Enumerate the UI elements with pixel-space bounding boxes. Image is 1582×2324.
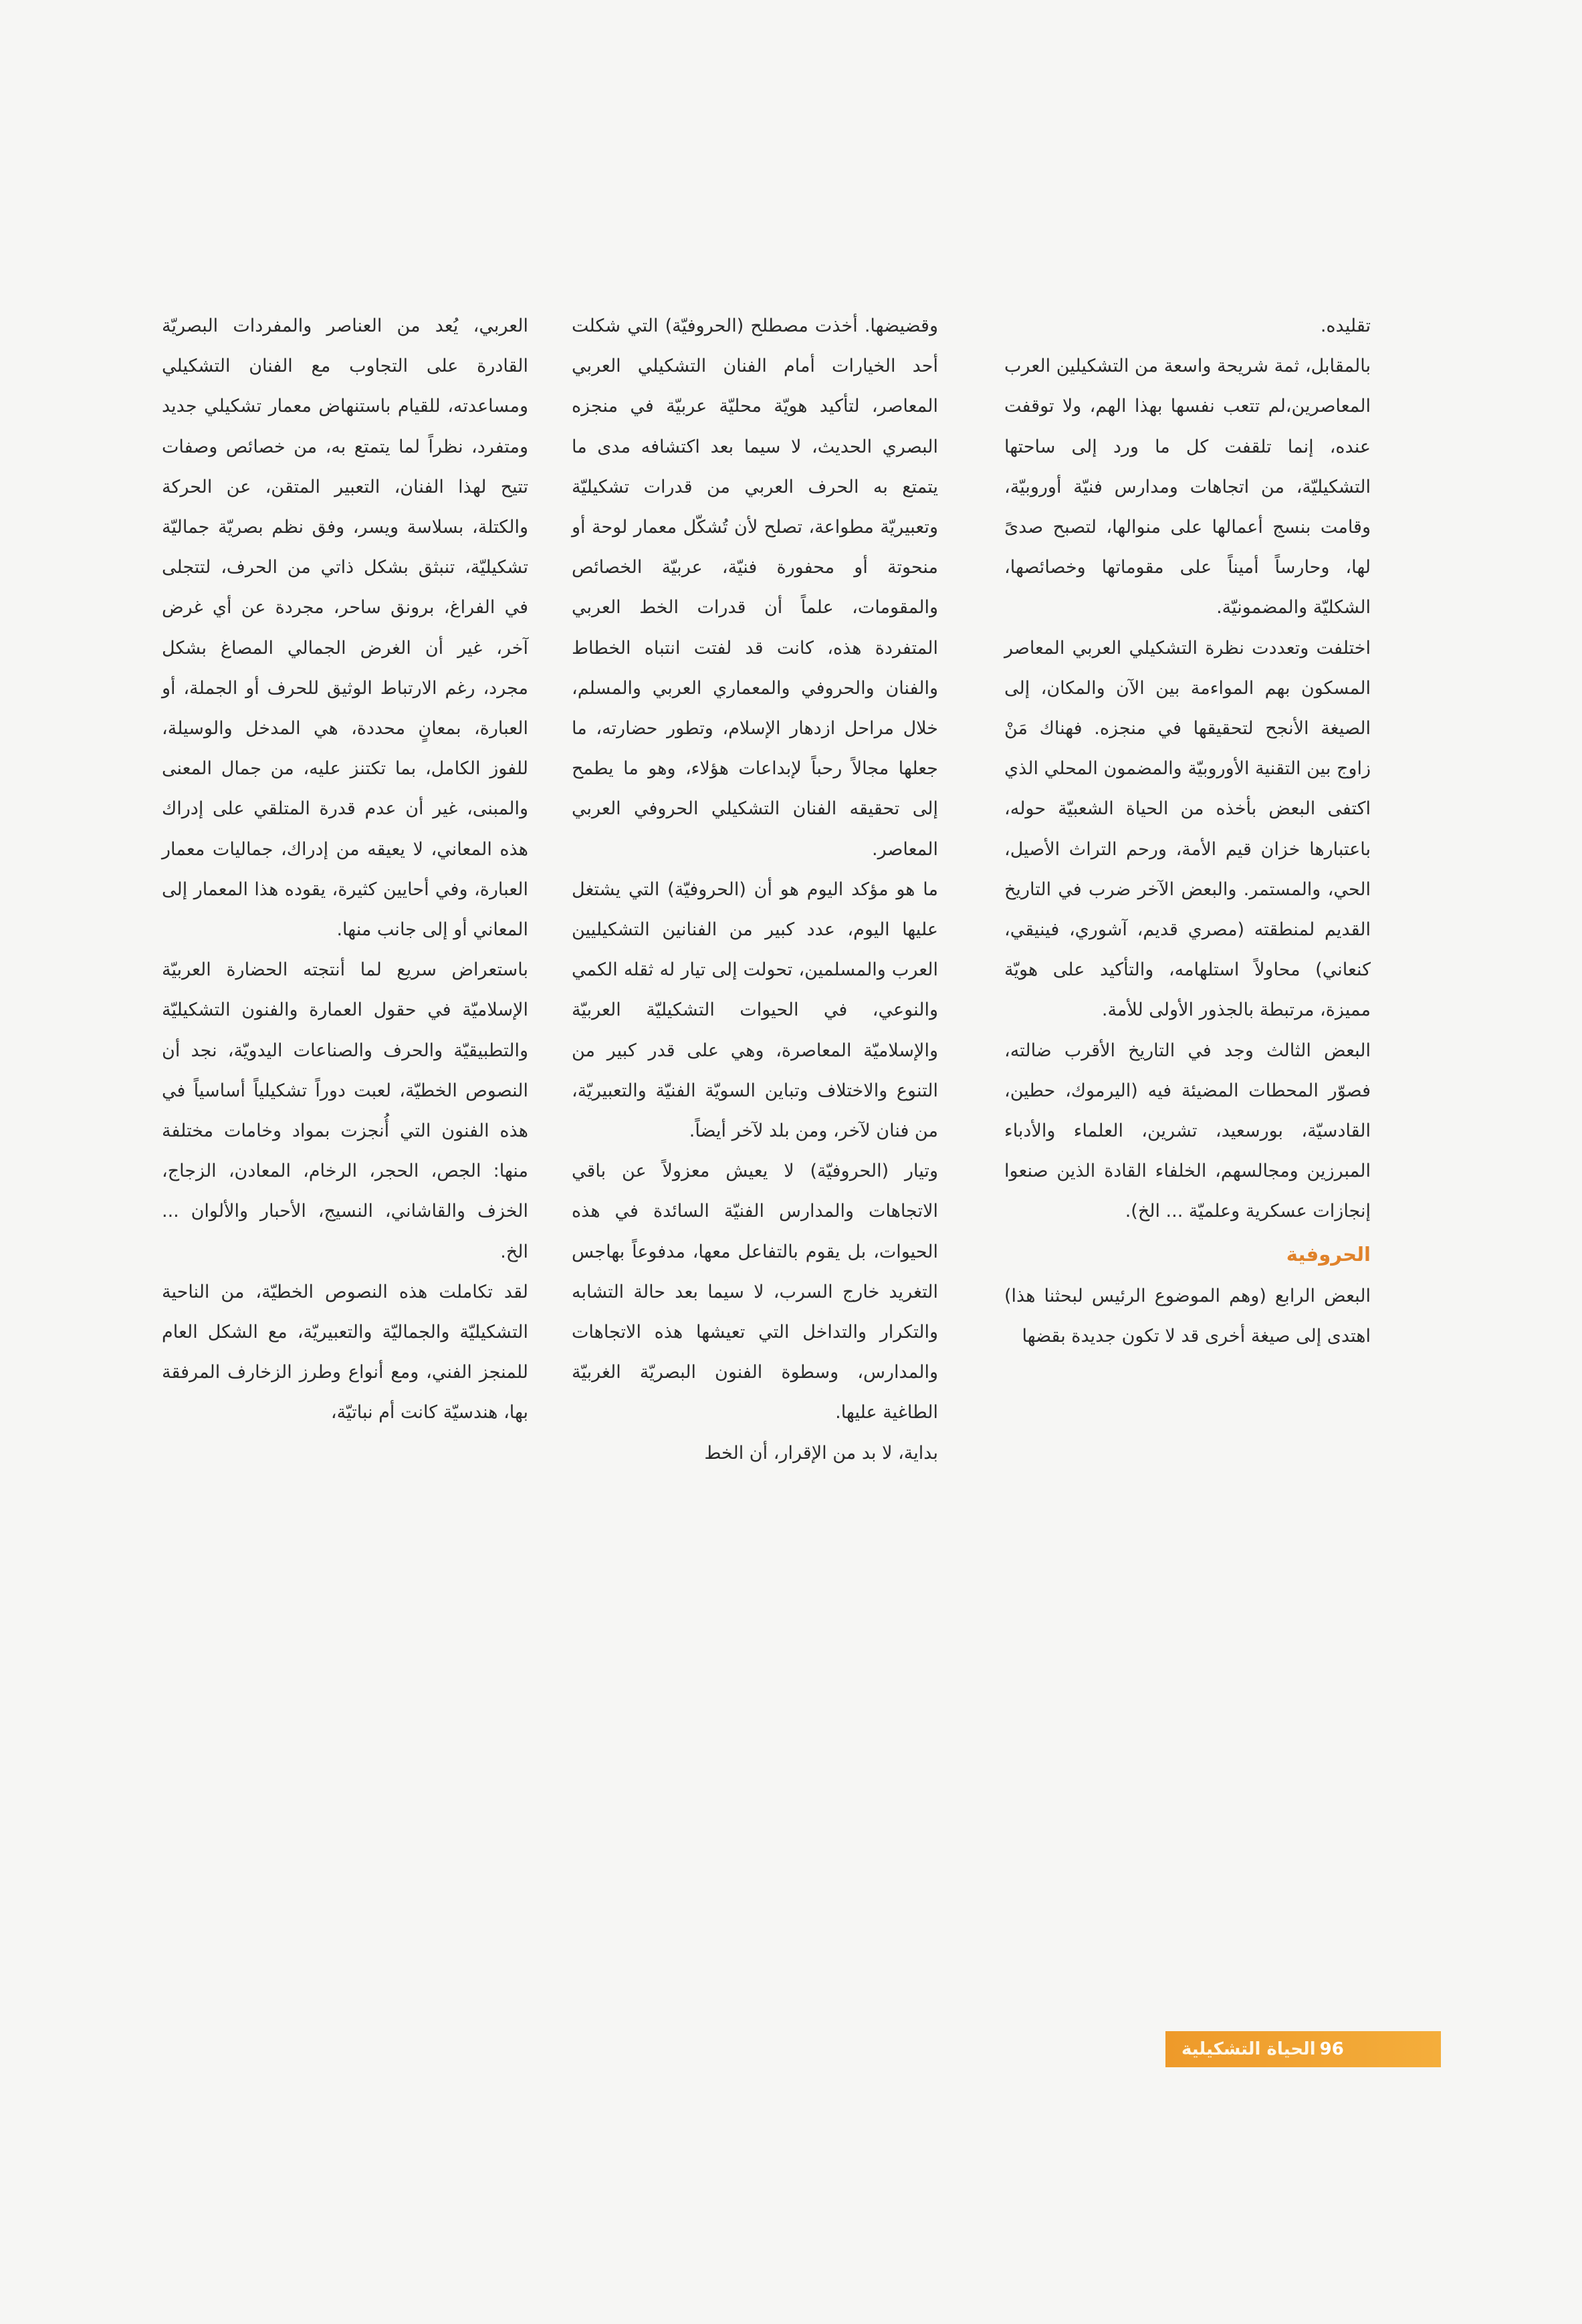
- text-column-left: [162, 306, 528, 1433]
- paragraph: ما هو مؤكد اليوم هو أن (الحروفيّة) التي يشتغل عليها اليوم، عدد كبير من الفنانين التشكيليين العرب والمسلمين، تحولت إلى تيار له ثقله الكمي والنوعي، في الحيوات التشكيليّة العربيّة والإسلاميّة المعاصرة، وهي على قدر كبير من التنوع والاختلاف وتباين السويّة الفنيّة والتعبيريّة، من فنان لآخر، ومن بلد لآخر أيضاً.: [572, 879, 938, 1142]
- text-column-right: [1004, 306, 1371, 1357]
- text-column-middle: [572, 306, 938, 1474]
- paragraph: بالمقابل، ثمة شريحة واسعة من التشكيلين العرب المعاصرين،لم تتعب نفسها بهذا الهم، ولا توقفت عنده، إنما تلقفت كل ما ورد إلى ساحتها التشكيليّة، من اتجاهات ومدارس فنيّة أوروبيّة، وقامت بنسج أعمالها على منوالها، لتصبح صدىً لها، وحارساً أميناً على مقوماتها وخصائصها، الشكليّة والمضمونيّة.: [1004, 356, 1371, 618]
- paragraph: العربي، يُعد من العناصر والمفردات البصريّة القادرة على التجاوب مع الفنان التشكيلي ومساعدته، للقيام باستنهاض معمار تشكيلي جديد ومتفرد، نظراً لما يتمتع به، من خصائص وصفات تتيح لهذا الفنان، التعبير المتقن، عن الحركة والكتلة، بسلاسة ويسر، وفق نظم بصريّة جماليّة تشكيليّة، تنبثق بشكل ذاتي من الحرف، لتتجلى في الفراغ، برونق ساحر، مجردة عن أي غرض آخر، غير أن الغرض الجمالي المصاغ بشكل مجرد، رغم الارتباط الوثيق للحرف أو الجملة، أو العبارة، بمعانٍ محددة، هي المدخل والوسيلة، للفوز الكامل، بما تكتنز عليه، من جمال المعنى والمبنى، غير أن عدم قدرة المتلقي على إدراك هذه المعاني، لا يعيقه من إدراك، جماليات معمار العبارة، وفي أحايين كثيرة، يقوده هذا المعمار إلى المعاني أو إلى جانب منها.: [162, 316, 528, 941]
- paragraph: لقد تكاملت هذه النصوص الخطيّة، من الناحية التشكيليّة والجماليّة والتعبيريّة، مع الشكل العام للمنجز الفني، ومع أنواع وطرز الزخارف المرفقة بها، هندسيّة كانت أم نباتيّة،: [162, 1281, 528, 1423]
- paragraph: البعض الثالث وجد في التاريخ الأقرب ضالته، فصوّر المحطات المضيئة فيه (اليرموك، حطين، القادسيّة، بورسعيد، تشرين، العلماء والأدباء المبرزين ومجالسهم، الخلفاء القادة الذين صنعوا إنجازات عسكرية وعلميّة ... الخ).: [1004, 1040, 1371, 1222]
- page-number: 96: [1319, 2039, 1344, 2059]
- paragraph: وقضيضها. أخذت مصطلح (الحروفيّة) التي شكلت أحد الخيارات أمام الفنان التشكيلي العربي المعاصر، لتأكيد هويّة محليّة عربيّة في منجزه البصري الحديث، لا سيما بعد اكتشافه مدى ما يتمتع به الحرف العربي من قدرات تشكيليّة وتعبيريّة مطواعة، تصلح لأن تُشكّل معمار لوحة أو منحوتة أو محفورة فنيّة، عربيّة الخصائص والمقومات، علماً أن قدرات الخط العربي المتفردة هذه، كانت قد لفتت انتباه الخطاط والفنان والحروفي والمعماري العربي والمسلم، خلال مراحل ازدهار الإسلام، وتطور حضارته، ما جعلها مجالاً رحباً لإبداعات هؤلاء، وهو ما يطمح إلى تحقيقه الفنان التشكيلي الحروفي العربي المعاصر.: [572, 316, 938, 860]
- paragraph: البعض الرابع (وهم الموضوع الرئيس لبحثنا هذا) اهتدى إلى صيغة أخرى قد لا تكون جديدة بقضها: [1004, 1285, 1371, 1347]
- paragraph: بداية، لا بد من الإقرار، أن الخط: [704, 1442, 938, 1464]
- paragraph: تقليده.: [1320, 316, 1371, 336]
- publication-title: الحياة التشكيلية: [1181, 2039, 1316, 2059]
- paragraph: باستعراض سريع لما أنتجته الحضارة العربيّة الإسلاميّة في حقول العمارة والفنون التشكيليّة والتطبيقيّة والحرف والصناعات اليدويّة، نجد أن النصوص الخطيّة، لعبت دوراً تشكيلياً أساسياً في هذه الفنون التي أُنجزت بمواد وخامات مختلفة منها: الجص، الحجر، الرخام، المعادن، الزجاج، الخزف والقاشاني، النسيج، الأحبار والألوان ... الخ.: [162, 959, 528, 1262]
- section-heading: الحروفية: [1286, 1242, 1371, 1266]
- page-footer-bar: [1165, 2031, 1441, 2067]
- paragraph: وتيار (الحروفيّة) لا يعيش معزولاً عن باقي الاتجاهات والمدارس الفنيّة السائدة في هذه الحيوات، بل يقوم بالتفاعل معها، مدفوعاً بهاجس التغريد خارج السرب، لا سيما بعد حالة التشابه والتكرار والتداخل التي تعيشها هذه الاتجاهات والمدارس، وسطوة الفنون البصريّة الغربيّة الطاغية عليها.: [572, 1161, 938, 1423]
- paragraph: اختلفت وتعددت نظرة التشكيلي العربي المعاصر المسكون بهم المواءمة بين الآن والمكان، إلى الصيغة الأنجح لتحقيقها في منجزه. فهناك مَنْ زاوج بين التقنية الأوروبيّة والمضمون المحلي الذي اكتفى البعض بأخذه من الحياة الشعبيّة حوله، باعتبارها خزان قيم الأمة، ورحم التراث الأصيل، الحي، والمستمر. والبعض الآخر ضرب في التاريخ القديم لمنطقته (مصري قديم، آشوري، فينيقي، كنعاني) محاولاً استلهامه، والتأكيد على هويّة مميزة، مرتبطة بالجذور الأولى للأمة.: [1004, 637, 1371, 1021]
